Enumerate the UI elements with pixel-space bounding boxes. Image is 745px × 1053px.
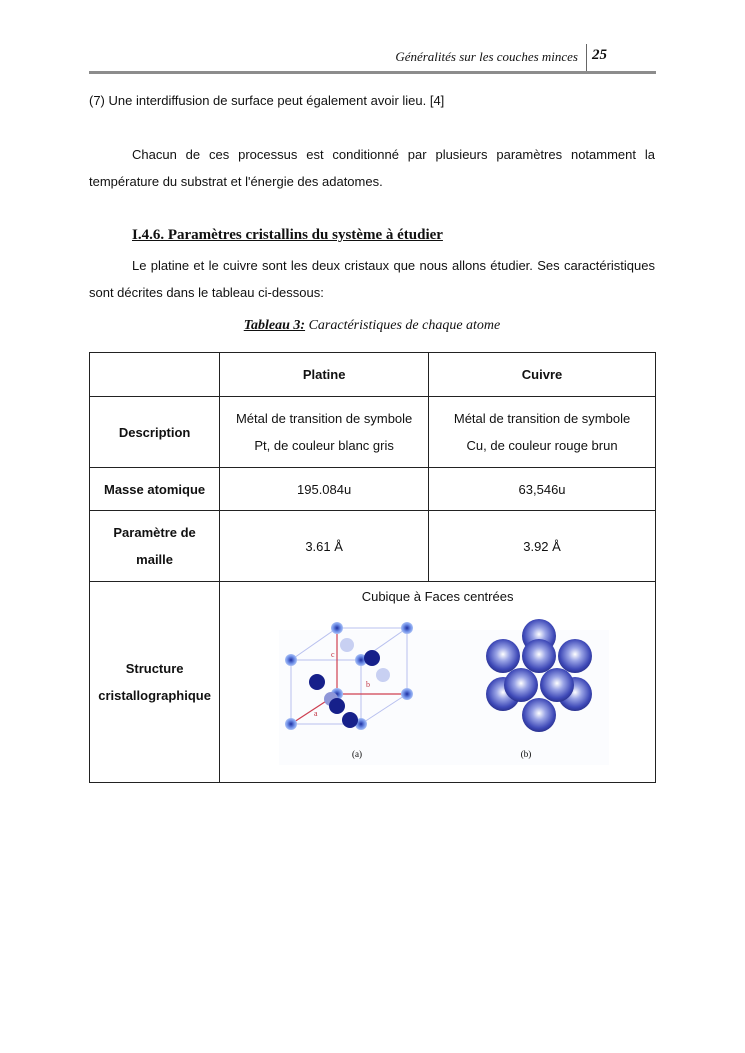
cuivre-description-line2: Cu, de couleur rouge brun: [466, 438, 618, 453]
table-caption-text: Caractéristiques de chaque atome: [308, 318, 501, 333]
face-center-atom-light: [340, 638, 354, 652]
platine-description-line1: Métal de transition de symbole: [235, 411, 413, 426]
sphere: [540, 668, 574, 702]
table-header-row: [90, 353, 656, 397]
platine-description-line2: Pt, de couleur blanc gris: [254, 438, 394, 453]
sphere: [486, 639, 520, 673]
face-center-atom-light: [376, 668, 390, 682]
header-title: Généralités sur les couches minces: [395, 49, 578, 64]
empty-header-cell: [90, 353, 220, 397]
row-label-structure-line2: cristallographique: [98, 688, 211, 703]
sphere: [522, 698, 556, 732]
page-number: 25: [592, 47, 607, 63]
paragraph-interdiffusion: (7) Une interdiffusion de surface peut également avoir lieu. [4]: [89, 93, 445, 108]
face-center-atom-dark: [364, 650, 380, 666]
row-label-structure: [90, 582, 220, 783]
page-header: [89, 44, 656, 72]
cuivre-masse: 63,546u: [429, 468, 656, 511]
platine-masse: 195.084u: [220, 468, 429, 511]
table-row-parametre: [90, 511, 656, 582]
header-platine: Platine: [220, 353, 429, 397]
row-label-parametre-line2: maille: [136, 552, 174, 567]
header-separator: [586, 44, 587, 72]
fcc-structure-figure: [221, 612, 654, 772]
table-row-structure: [90, 582, 656, 783]
figure-b-caption: (b): [520, 749, 532, 759]
row-label-description: Description: [90, 397, 220, 468]
cuivre-description: [429, 397, 656, 468]
face-center-atom-dark: [329, 698, 345, 714]
cuivre-parametre: 3.92 Å: [429, 511, 656, 582]
corner-atom: [401, 688, 413, 700]
paragraph-processus: Chacun de ces processus est conditionné par plusieurs paramètres notamment la température du substrat et l'énergie des adatomes.: [89, 147, 655, 189]
corner-atom: [401, 622, 413, 634]
cuivre-description-line1: Métal de transition de symbole: [453, 411, 631, 426]
header-rule: [89, 71, 656, 74]
table-row-description: [90, 397, 656, 468]
row-label-parametre-line1: Paramètre de: [113, 525, 196, 540]
face-center-atom-dark: [342, 712, 358, 728]
face-center-atom-dark: [309, 674, 325, 690]
platine-description: [220, 397, 429, 468]
table-row-masse: [90, 468, 656, 511]
axis-a-label: a: [314, 709, 318, 718]
corner-atom: [285, 654, 297, 666]
header-cuivre: Cuivre: [429, 353, 656, 397]
characteristics-table: [89, 352, 656, 783]
figure-a-caption: (a): [352, 749, 363, 759]
axis-b-label: b: [366, 680, 371, 689]
axis-c-label: c: [331, 650, 335, 659]
row-label-structure-line1: Structure: [125, 661, 184, 676]
corner-atom: [285, 718, 297, 730]
sphere: [504, 668, 538, 702]
sphere: [522, 639, 556, 673]
row-label-masse: Masse atomique: [90, 468, 220, 511]
platine-parametre: 3.61 Å: [220, 511, 429, 582]
table-caption: [89, 318, 655, 334]
corner-atom: [331, 622, 343, 634]
structure-value: Cubique à Faces centrées: [361, 589, 514, 604]
structure-cell: [220, 582, 656, 783]
table-caption-label: Tableau 3:: [243, 318, 306, 333]
paragraph-cristaux: Le platine et le cuivre sont les deux cristaux que nous allons étudier. Ses caractéristiques sont décrites dans le tableau ci-dessous:: [89, 258, 655, 300]
sphere: [558, 639, 592, 673]
section-heading: I.4.6. Paramètres cristallins du système à étudier: [132, 227, 443, 243]
row-label-parametre: [90, 511, 220, 582]
